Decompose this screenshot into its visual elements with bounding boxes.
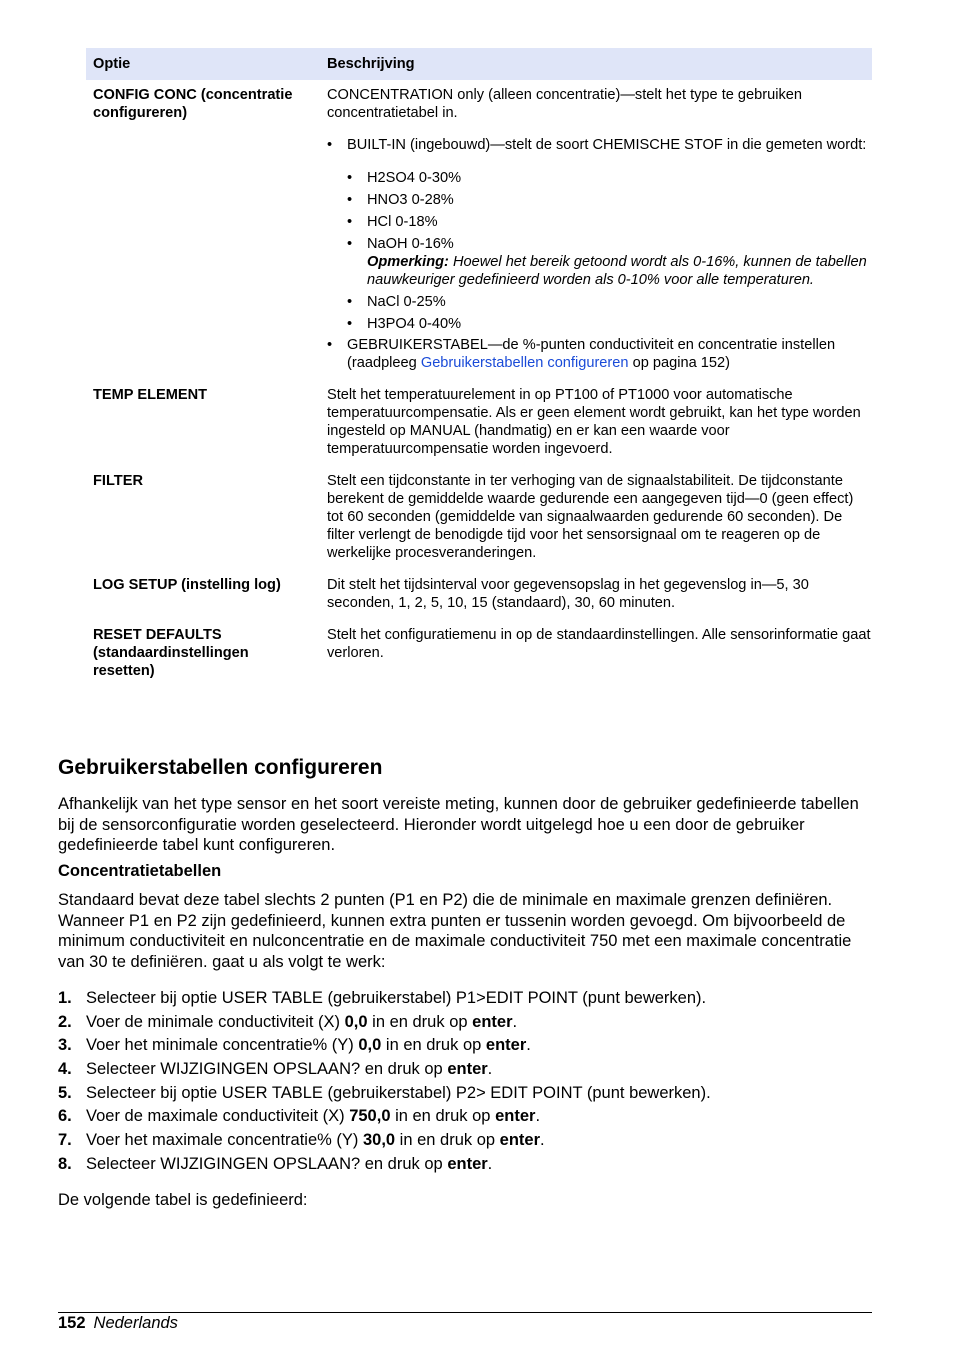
user-table-pre: GEBRUIKERSTABEL—de %-punten conductiviteit en concentratie instellen (raadpleeg (347, 337, 836, 371)
option-log-setup: LOG SETUP (instelling log) (93, 577, 281, 593)
step-text: Selecteer WIJZIGINGEN OPSLAAN? en druk op (86, 1154, 448, 1173)
section-subtitle: Concentratietabellen (58, 862, 222, 880)
table-row (86, 472, 872, 562)
section-title: Gebruikerstabellen configureren (58, 756, 383, 779)
list-item (327, 136, 872, 333)
footer-divider (58, 1312, 872, 1313)
description-config-conc (319, 86, 872, 372)
header-option: Optie (93, 56, 131, 72)
list-item (58, 1154, 878, 1178)
step-number: 2. (58, 1012, 72, 1031)
step-text: Voer het minimale concentratie% (Y) (86, 1036, 359, 1055)
chemical-naoh: • NaOH 0-16% (367, 236, 454, 252)
section-paragraph: Standaard bevat deze tabel slechts 2 punten (P1 en P2) die de minimale en maximale grenzen definiëren. Wanneer P1 en P2 zijn gedefinieerd, kunnen extra punten er tussenin worden gevoegd. Om bijvoorbeeld de minimum conductiviteit en nulconcentratie en de maximale conductiviteit 750 met een maximale concentratie van 30 te definiëren. gaat u als volgt te werk: (58, 891, 852, 971)
step-text: Selecteer bij optie USER TABLE (gebruikerstabel) P1>EDIT POINT (punt bewerken). (86, 989, 707, 1007)
description-log-setup: Dit stelt het tijdsinterval voor gegevensopslag in het gegevenslog in—5, 30 seconden, 1, 2, 5, 10, 15 (standaard), 30, 60 minuten. (327, 577, 809, 611)
step-value: 750,0 (349, 1107, 391, 1126)
list-item: • NaCl 0-25% (347, 293, 872, 311)
options-table (86, 48, 872, 680)
list-item (58, 1130, 878, 1154)
step-text: Voer het maximale concentratie% (Y) (86, 1131, 363, 1150)
list-item (347, 235, 872, 289)
step-text: . (540, 1131, 545, 1150)
step-text: . (512, 1012, 518, 1031)
description-filter: Stelt een tijdconstante in ter verhoging van de signaalstabiliteit. De tijdconstante berekent de gemiddelde waarde gedurende een aangegeven tijd—0 (geen effect) tot 60 seconden (gemiddelde van signaalwaarden gedurende 60 seconden). De filter verlengt de benodigde tijd voor het sensorsignaal om te reageren op de werkelijke procesveranderingen. (327, 473, 854, 561)
step-text: . (535, 1107, 541, 1126)
option-filter: FILTER (93, 473, 143, 489)
step-text: Selecteer WIJZIGINGEN OPSLAAN? en druk op (86, 1060, 448, 1079)
option-config-conc: CONFIG CONC (concentratie configureren) (93, 87, 293, 121)
list-item: • HCl 0-18% (347, 213, 872, 231)
table-row (86, 576, 872, 612)
step-number: 4. (58, 1060, 72, 1079)
step-value: 0,0 (344, 1012, 368, 1031)
step-value: 0,0 (358, 1036, 382, 1055)
step-text: in en druk op (395, 1131, 500, 1150)
step-text: Voer de minimale conductiviteit (X) (86, 1012, 345, 1031)
closing-text: De volgende tabel is gedefinieerd: (58, 1191, 308, 1209)
table-row (86, 626, 872, 680)
step-key: enter (472, 1012, 513, 1031)
list-item: • H3PO4 0-40% (347, 315, 872, 333)
list-item (58, 1083, 878, 1107)
list-item (58, 1106, 878, 1130)
step-text: . (487, 1060, 493, 1079)
page-number: 152 (58, 1314, 86, 1332)
step-number: 1. (58, 989, 72, 1007)
header-description: Beschrijving (327, 56, 415, 72)
table-header (86, 48, 872, 80)
builtin-text: BUILT-IN (ingebouwd)—stelt de soort CHEMISCHE STOF in die gemeten wordt: (347, 137, 867, 153)
list-item (58, 1012, 878, 1036)
naoh-note (367, 253, 872, 289)
user-table-post: op pagina 152) (632, 355, 730, 371)
list-item (58, 1059, 878, 1083)
config-conc-options (327, 136, 872, 372)
step-key: enter (485, 1036, 527, 1055)
config-conc-intro: CONCENTRATION only (alleen concentratie)—stelt het type te gebruiken concentratietabel in. (327, 87, 803, 121)
step-key: enter (495, 1107, 536, 1126)
step-list (58, 988, 878, 1178)
list-item: • H2SO4 0-30% (347, 169, 872, 187)
table-row (86, 86, 872, 372)
description-temp-element: Stelt het temperatuurelement in op PT100 of PT1000 voor automatische temperatuurcompensatie. Als er geen element wordt gebruikt, kan het type worden ingesteld op MANUAL (handmatig) en er kan een waarde voor temperatuurcompensatie worden ingevoerd. (327, 387, 861, 457)
step-key: enter (447, 1060, 488, 1079)
step-number: 7. (58, 1131, 72, 1150)
chemical-list (347, 169, 872, 333)
step-text: Selecteer bij optie USER TABLE (gebruikerstabel) P2> EDIT POINT (punt bewerken). (86, 1083, 711, 1102)
step-key: enter (499, 1131, 541, 1150)
step-number: 5. (58, 1083, 72, 1102)
step-number: 3. (58, 1036, 72, 1055)
step-text: in en druk op (381, 1036, 486, 1055)
list-item (58, 988, 878, 1012)
user-table-link[interactable]: Gebruikerstabellen configureren (420, 355, 629, 371)
note-label: Opmerking: (367, 254, 449, 270)
step-text: . (487, 1154, 493, 1173)
note-text: Hoewel het bereik getoond wordt als 0-16%, kunnen de tabellen nauwkeuriger gedefinieerd worden als 0-10% voor alle temperaturen. (367, 254, 867, 288)
section-intro: Afhankelijk van het type sensor en het soort vereiste meting, kunnen door de gebruiker gedefinieerde tabellen bij de sensorconfiguratie worden geselecteerd. Hieronder wordt uitgelegd hoe u een door de gebruiker gedefinieerde tabel kunt configureren. (58, 795, 859, 854)
step-text: . (526, 1036, 531, 1055)
footer-language: Nederlands (93, 1314, 178, 1332)
step-text: in en druk op (367, 1012, 473, 1031)
step-key: enter (447, 1154, 488, 1173)
step-text: Voer de maximale conductiviteit (X) (86, 1107, 350, 1126)
step-number: 6. (58, 1107, 72, 1126)
table-row (86, 386, 872, 458)
page-footer (58, 1313, 178, 1333)
list-item (58, 1035, 878, 1059)
step-text: in en druk op (390, 1107, 496, 1126)
description-reset-defaults: Stelt het configuratiemenu in op de standaardinstellingen. Alle sensorinformatie gaat verloren. (327, 627, 871, 661)
list-item: • HNO3 0-28% (347, 191, 872, 209)
step-value: 30,0 (362, 1131, 396, 1150)
list-item (327, 336, 872, 372)
step-number: 8. (58, 1154, 72, 1173)
option-reset-defaults: RESET DEFAULTS (standaardinstellingen resetten) (93, 627, 249, 679)
option-temp-element: TEMP ELEMENT (93, 387, 208, 403)
